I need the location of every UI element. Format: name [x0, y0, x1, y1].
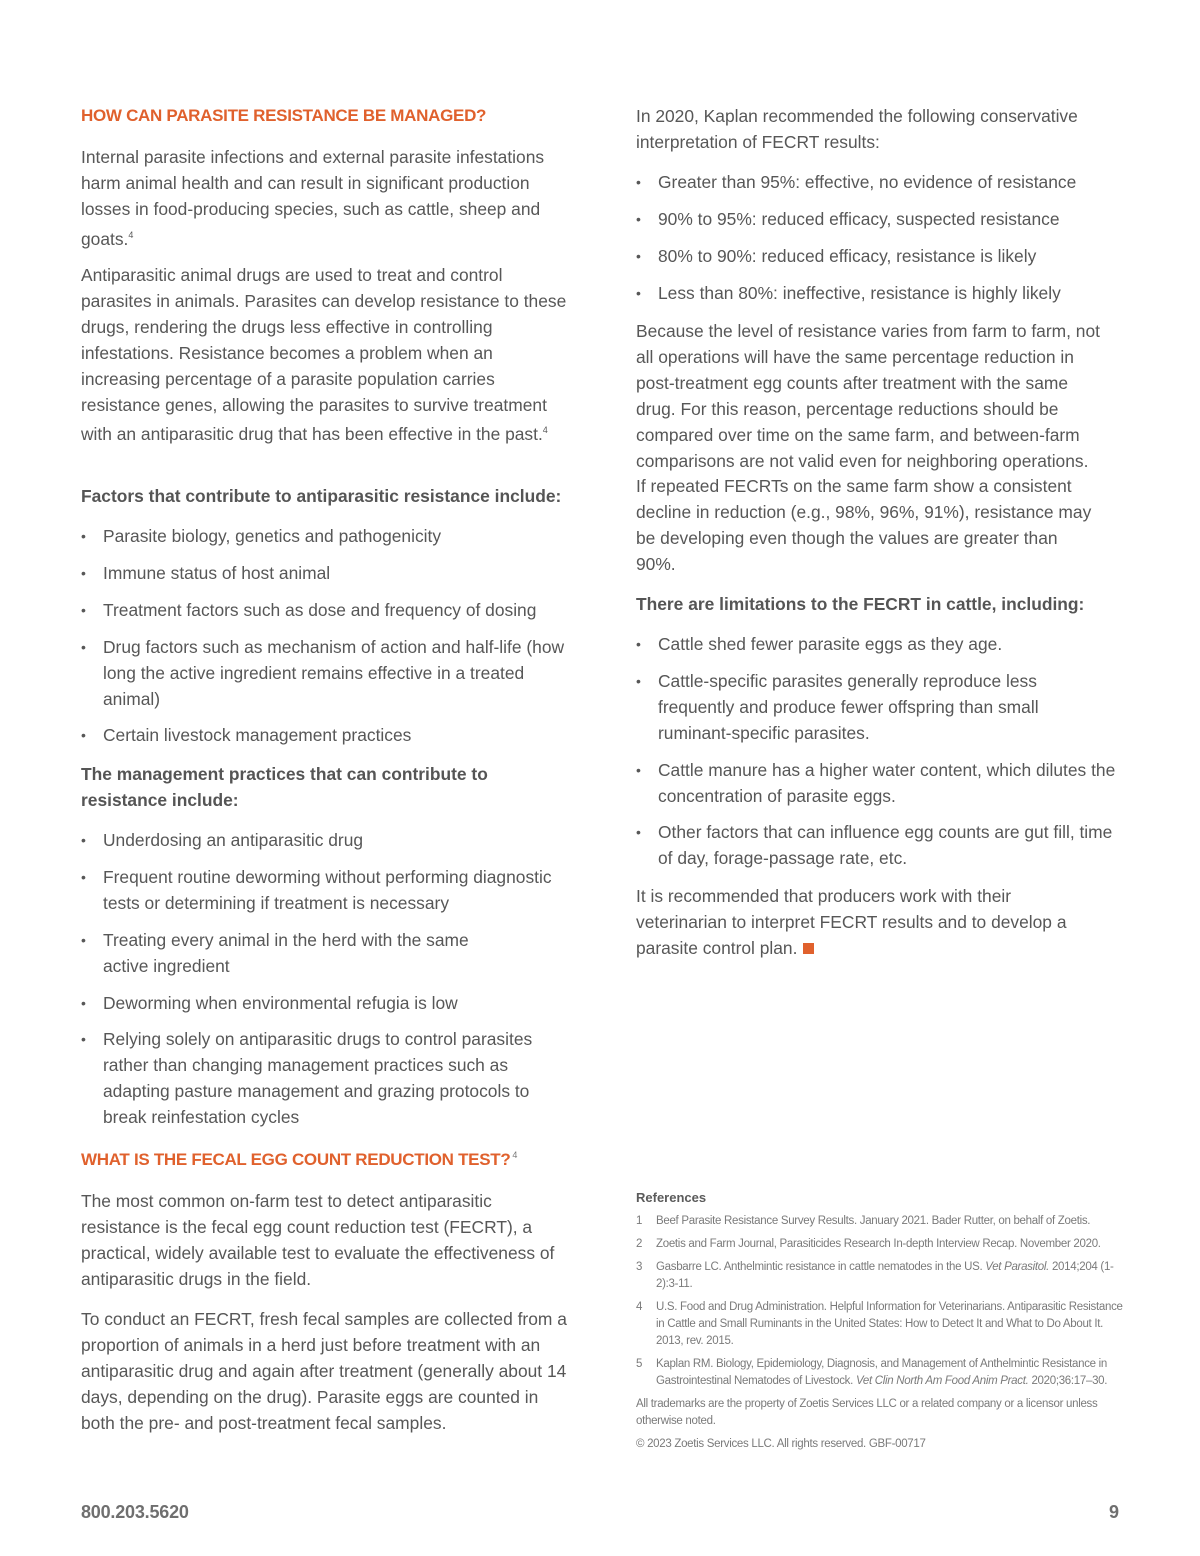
- bullet-icon: •: [81, 1031, 86, 1048]
- list-item: • Parasite biology, genetics and pathogenicity: [81, 524, 567, 550]
- bullet-icon: •: [81, 601, 86, 618]
- bullet-icon: •: [81, 868, 86, 885]
- bullet-icon: •: [81, 832, 86, 848]
- list-item: • Other factors that can influence egg counts are gut fill, time of day, forage-passage rate, etc.: [636, 822, 1113, 869]
- fecrt-procedure-paragraph: To conduct an FECRT, fresh fecal samples are collected from a proportion of animals in a herd just before treatment with an antiparasitic drug and again after treatment (generally about 14 days, depending on the drug). Parasite eggs are counted in both the pre- and post-treatment fecal samples.: [81, 1309, 567, 1433]
- list-item: • Treatment factors such as dose and frequency of dosing: [81, 598, 567, 624]
- limitations-list: [636, 632, 1116, 872]
- variation-paragraph: Because the level of resistance varies from farm to farm, not all operations will have the same percentage reduction in post-treatment egg counts after treatment with the same drug. For this reason, percentage reductions should be compared over time on the same farm, and between-farm comparisons are not valid even for neighboring operations. If repeated FECRTs on the same farm show a consistent decline in reduction (e.g., 98%, 96%, 91%), resistance may be developing even though the values are greater than 90%.: [636, 321, 1100, 575]
- list-item: • Cattle-specific parasites generally reproduce less frequently and produce fewer offspring than small ruminant-specific parasites.: [636, 670, 1039, 743]
- copyright-notice: © 2023 Zoetis Services LLC. All rights reserved. GBF-00717: [636, 1438, 926, 1450]
- references-section: [636, 1190, 1126, 1459]
- section-heading-fecrt: WHAT IS THE FECAL EGG COUNT REDUCTION TEST? $^4$: [81, 1150, 518, 1169]
- list-item: • Cattle shed fewer parasite eggs as they age.: [636, 632, 1116, 658]
- list-item: • Underdosing an antiparasitic drug: [81, 828, 567, 854]
- fecrt-intro-paragraph: The most common on-farm test to detect antiparasitic resistance is the fecal egg count reduction test (FECRT), a practical, widely available test to evaluate the effectiveness of antiparasitic drugs in the field.: [81, 1191, 555, 1289]
- list-item: • Less than 80%: ineffective, resistance is highly likely: [636, 281, 1116, 307]
- bullet-icon: •: [81, 994, 86, 1011]
- references-title: References: [636, 1190, 707, 1205]
- kaplan-paragraph: In 2020, Kaplan recommended the following conservative interpretation of FECRT results:: [636, 106, 1078, 152]
- bullet-icon: •: [81, 528, 86, 544]
- practices-list: [81, 828, 567, 1131]
- bullet-icon: •: [81, 564, 86, 581]
- bullet-icon: •: [81, 931, 86, 948]
- fecrt-results-list: [636, 170, 1116, 307]
- bullet-icon: •: [81, 727, 86, 744]
- list-item: • Relying solely on antiparasitic drugs to control parasites rather than changing management practices such as adapting pasture management and grazing protocols to break reinfestation cycles: [81, 1029, 533, 1128]
- bullet-icon: •: [636, 284, 641, 301]
- limitations-lead: There are limitations to the FECRT in cattle, including:: [636, 594, 1085, 614]
- factors-lead: Factors that contribute to antiparasitic resistance include:: [81, 486, 562, 506]
- list-item: • Cattle manure has a higher water content, which dilutes the concentration of parasite eggs.: [636, 759, 1116, 806]
- resistance-paragraph: Antiparasitic animal drugs are used to treat and control parasites in animals. Parasites can develop resistance to these drugs, rendering the drugs less effective in controlling infestations. Resistance becomes a problem when an increasing percentage of a parasite population carries resistance genes, allowing the parasites to survive treatment with an antiparasitic drug that has been effective in the past.$^4$: [81, 265, 567, 445]
- list-item: • Treating every animal in the herd with the same active ingredient: [81, 929, 469, 976]
- list-item: • Drug factors such as mechanism of action and half-life (how long the active ingredient remains effective in a treated animal): [81, 636, 565, 709]
- list-item: • 80% to 90%: reduced efficacy, resistance is likely: [636, 244, 1116, 270]
- bullet-icon: •: [636, 824, 641, 841]
- page-number: 9: [1108, 1502, 1119, 1522]
- reference-item: 5 Kaplan RM. Biology, Epidemiology, Diagnosis, and Management of Anthelmintic Resistance in Gastrointestinal Nematodes of Livestock. Vet Clin North Am Food Anim Pract. 2020;36:17–30.: [636, 1358, 1108, 1387]
- recommendation-paragraph: It is recommended that producers work with their veterinarian to interpret FECRT results and to develop a parasite control plan.: [636, 886, 1067, 958]
- bullet-icon: •: [636, 761, 641, 778]
- bullet-icon: •: [636, 174, 641, 190]
- trademark-notice: All trademarks are the property of Zoetis Services LLC or a related company or a licensor unless otherwise noted.: [636, 1398, 1098, 1427]
- list-item: • Frequent routine deworming without performing diagnostic tests or determining if treatment is necessary: [81, 866, 552, 913]
- intro-paragraph: Internal parasite infections and external parasite infestations harm animal health and can result in significant production losses in food-producing species, such as cattle, sheep and goats.$^4$: [81, 147, 545, 249]
- bullet-icon: •: [636, 636, 641, 652]
- bullet-icon: •: [636, 247, 641, 264]
- list-item: • Deworming when environmental refugia is low: [81, 991, 567, 1017]
- end-mark-icon: [803, 943, 814, 954]
- bullet-icon: •: [636, 672, 641, 689]
- list-item: • 90% to 95%: reduced efficacy, suspected resistance: [636, 207, 1116, 233]
- bullet-icon: •: [81, 638, 86, 655]
- practices-lead: The management practices that can contribute to resistance include:: [81, 764, 488, 810]
- reference-item: 2 Zoetis and Farm Journal, Parasiticides Research In-depth Interview Recap. November 2020.: [636, 1238, 1101, 1250]
- list-item: • Greater than 95%: effective, no evidence of resistance: [636, 170, 1116, 196]
- list-item: • Immune status of host animal: [81, 561, 567, 587]
- factors-list: [81, 524, 567, 749]
- list-item: • Certain livestock management practices: [81, 723, 567, 749]
- reference-item: 4 U.S. Food and Drug Administration. Helpful Information for Veterinarians. Antiparasitic Resistance in Cattle and Small Ruminants in the United States: How to Detect It and What to Do About It. 2013, rev. 2015.: [636, 1301, 1123, 1347]
- section-heading-resistance-management: HOW CAN PARASITE RESISTANCE BE MANAGED?: [81, 106, 487, 125]
- bullet-icon: •: [636, 210, 641, 227]
- reference-item: 1 Beef Parasite Resistance Survey Results. January 2021. Bader Rutter, on behalf of Zoetis.: [636, 1215, 1091, 1227]
- footer-phone: 800.203.5620: [81, 1502, 189, 1522]
- reference-item: 3 Gasbarre LC. Anthelmintic resistance in cattle nematodes in the US. Vet Parasitol. 2014;204 (1-2):3-11.: [636, 1261, 1114, 1290]
